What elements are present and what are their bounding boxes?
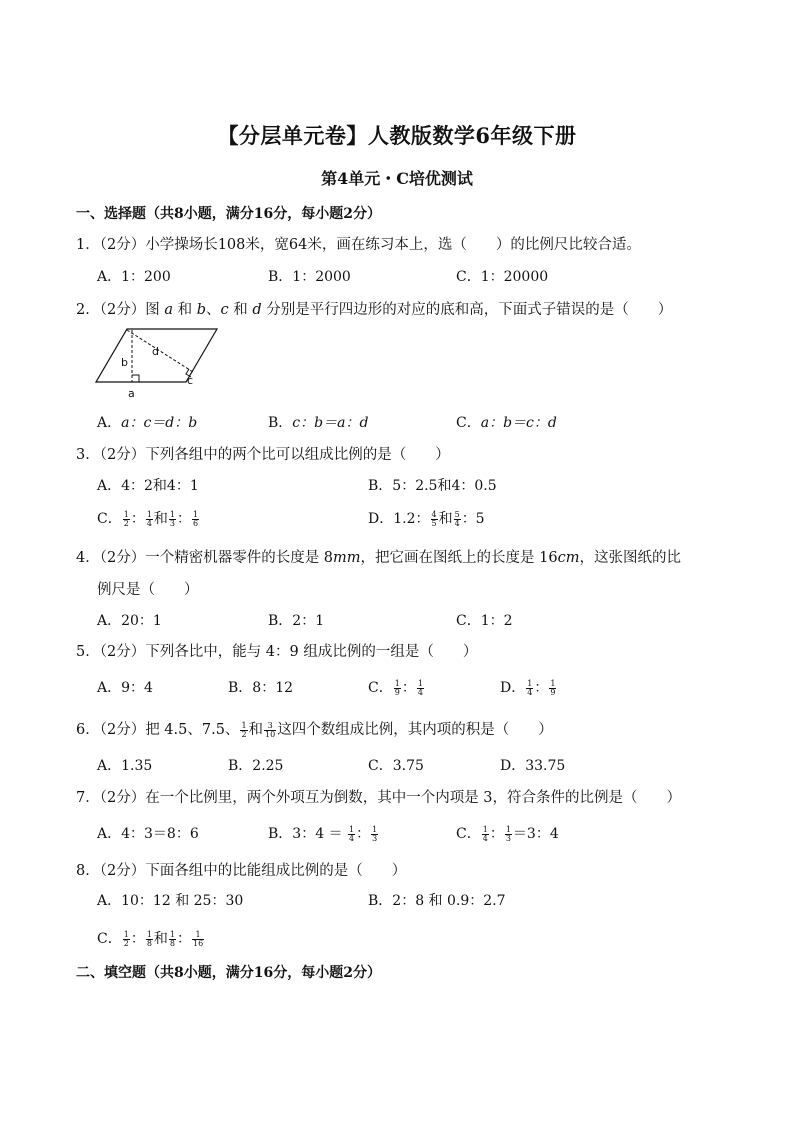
question-3-option-b: B．5：2.5和4：0.5 xyxy=(368,478,497,494)
fraction: $\frac{1}{3}$ xyxy=(169,509,175,528)
question-5-stem: 5．（2分）下列各比中，能与 4：9 组成比例的一组是（ ） xyxy=(76,644,478,660)
fraction: $\frac{1}{3}$ xyxy=(505,824,511,843)
fraction: $\frac{1}{8}$ xyxy=(146,929,152,948)
question-3-option-c: C． $\frac{1}{2}$ ： $\frac{1}{4}$ 和 $\frac{1}{3}$ ： $\frac{1}{6}$ xyxy=(97,509,199,528)
page-subtitle: 第4单元・C培优测试 xyxy=(321,169,473,188)
fraction: $\frac{1}{4}$ xyxy=(349,824,355,843)
right-angle-mark-b xyxy=(132,375,139,382)
question-1-option-b: B．1：2000 xyxy=(268,269,351,285)
fraction: $\frac{1}{2}$ xyxy=(241,720,247,739)
fraction: $\frac{1}{8}$ xyxy=(169,929,175,948)
question-2-option-b: B．c：b＝a：d xyxy=(268,415,369,431)
label-a: a xyxy=(128,387,135,400)
question-2-option-a: A．a：c＝d：b xyxy=(97,415,198,431)
question-4-stem-line2: 例尺是（ ） xyxy=(97,582,199,598)
fraction: $\frac{1}{16}$ xyxy=(193,929,204,948)
question-3-stem: 3．（2分）下列各组中的两个比可以组成比例的是（ ） xyxy=(76,447,450,463)
fraction: $\frac{3}{10}$ xyxy=(265,720,276,739)
label-d: d xyxy=(152,345,159,358)
question-6-stem: 6．（2分）把 4.5、7.5、 $\frac{1}{2}$ 和 $\frac{3}{10}$ 这四个数组成比例，其内项的积是（ ） xyxy=(76,720,553,739)
question-7-option-b: B．3：4 ＝ $\frac{1}{4}$ ： $\frac{1}{3}$ xyxy=(268,824,378,843)
question-8-stem: 8．（2分）下面各组中的比能组成比例的是（ ） xyxy=(76,863,407,879)
question-8-option-b: B．2：8 和 0.9：2.7 xyxy=(368,893,506,909)
question-4-option-b: B．2：1 xyxy=(268,613,325,629)
question-3-option-d: D．1.2： $\frac{4}{5}$ 和 $\frac{5}{4}$ ：5 xyxy=(368,509,485,528)
fraction: $\frac{1}{4}$ xyxy=(482,824,488,843)
section-heading-choice: 一、选择题（共8小题，满分16分，每小题2分） xyxy=(76,206,381,222)
question-1-option-a: A．1：200 xyxy=(97,269,171,285)
question-7-option-a: A．4：3＝8：6 xyxy=(97,826,199,842)
fraction: $\frac{1}{6}$ xyxy=(193,509,199,528)
question-7-stem: 7．（2分）在一个比例里，两个外项互为倒数，其中一个内项是 3，符合条件的比例是（ ） xyxy=(76,790,682,806)
question-6-option-a: A．1.35 xyxy=(97,758,153,774)
question-6-option-c: C．3.75 xyxy=(368,758,424,774)
question-5-option-b: B．8：12 xyxy=(228,680,294,696)
fraction: $\frac{1}{9}$ xyxy=(550,678,556,697)
height-d-line xyxy=(127,330,193,372)
label-c: c xyxy=(187,374,194,387)
question-1-option-c: C．1：20000 xyxy=(456,269,549,285)
fraction: $\frac{1}{2}$ xyxy=(123,509,129,528)
fraction: $\frac{5}{4}$ xyxy=(454,509,460,528)
question-8-option-c: C． $\frac{1}{2}$ ： $\frac{1}{8}$ 和 $\frac{1}{8}$ ： $\frac{1}{16}$ xyxy=(97,929,204,948)
question-4-option-a: A．20：1 xyxy=(97,613,162,629)
question-2-option-c: C．a：b＝c：d xyxy=(456,415,557,431)
question-6-option-d: D．33.75 xyxy=(500,758,566,774)
question-5-option-c: C． $\frac{1}{9}$ ： $\frac{1}{4}$ xyxy=(368,678,423,697)
fraction: $\frac{1}{4}$ xyxy=(146,509,152,528)
question-8-option-a: A．10：12 和 25：30 xyxy=(97,893,244,909)
question-4-option-c: C．1：2 xyxy=(456,613,513,629)
parallelogram-figure xyxy=(90,326,220,402)
fraction: $\frac{1}{3}$ xyxy=(372,824,378,843)
fraction: $\frac{1}{9}$ xyxy=(394,678,400,697)
question-7-option-c: C． $\frac{1}{4}$ ： $\frac{1}{3}$ ＝3：4 xyxy=(456,824,559,843)
fraction: $\frac{1}{4}$ xyxy=(527,678,533,697)
fraction: $\frac{1}{4}$ xyxy=(417,678,423,697)
question-1-stem: 1．（2分）小学操场长108米，宽64米，画在练习本上，选（ ）的比例尺比较合适。 xyxy=(76,237,641,253)
question-3-option-a: A．4：2和4：1 xyxy=(97,478,199,494)
question-2-stem: 2．（2分）图 a 和 b、c 和 d 分别是平行四边形的对应的底和高，下面式子错误的是（ ） xyxy=(76,302,673,318)
fraction: $\frac{1}{2}$ xyxy=(123,929,129,948)
fraction: $\frac{4}{5}$ xyxy=(431,509,437,528)
section-heading-fill-in: 二、填空题（共8小题，满分16分，每小题2分） xyxy=(76,965,381,981)
page-title: 【分层单元卷】人教版数学6年级下册 xyxy=(217,123,577,148)
question-6-option-b: B．2.25 xyxy=(228,758,284,774)
question-5-option-a: A．9：4 xyxy=(97,680,153,696)
question-4-stem-line1: 4．（2分）一个精密机器零件的长度是 8mm，把它画在图纸上的长度是 16cm，这张图纸的比 xyxy=(76,550,681,566)
question-5-option-d: D． $\frac{1}{4}$ ： $\frac{1}{9}$ xyxy=(500,678,556,697)
label-b: b xyxy=(121,356,128,369)
